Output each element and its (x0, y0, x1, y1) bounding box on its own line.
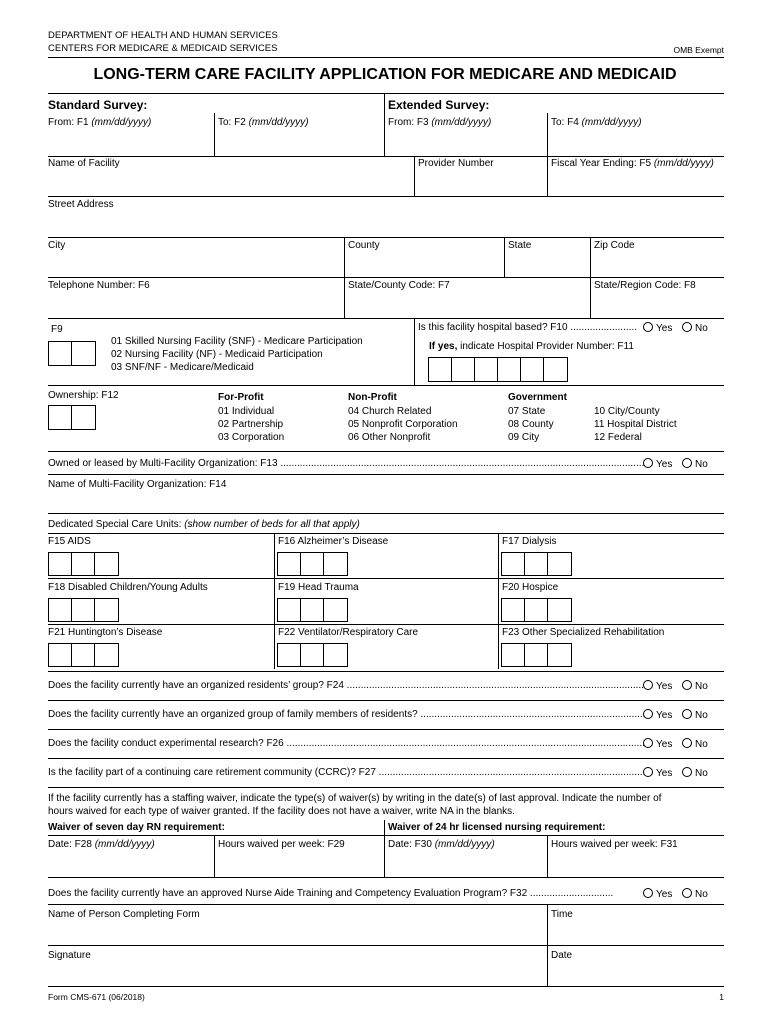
f10-yes-option[interactable] (643, 322, 672, 334)
ownership-option: 10 City/County (594, 406, 660, 417)
radio-icon[interactable] (643, 767, 653, 777)
radio-icon[interactable] (682, 767, 692, 777)
yes-label: Yes (656, 889, 673, 900)
standard-survey-heading: Standard Survey: (48, 98, 148, 112)
yes-label: Yes (656, 768, 673, 779)
f16-input-boxes[interactable] (277, 552, 348, 576)
f1-from-field[interactable] (48, 117, 151, 128)
f27-no-option[interactable] (682, 767, 708, 779)
rule (547, 835, 548, 877)
f11-input-boxes[interactable] (428, 357, 568, 382)
radio-icon[interactable] (682, 888, 692, 898)
f32-no-option[interactable] (682, 888, 708, 900)
f18-label: F18 Disabled Children/Young Adults (48, 582, 208, 593)
no-label: No (695, 459, 708, 470)
licensed-waiver-heading: Waiver of 24 hr licensed nursing requirement: (388, 822, 606, 833)
f31-hours-field[interactable]: Hours waived per week: F31 (551, 839, 678, 850)
no-label: No (695, 768, 708, 779)
department-name: DEPARTMENT OF HEALTH AND HUMAN SERVICES (48, 30, 278, 41)
f10-no-option[interactable] (682, 322, 708, 334)
f26-no-option[interactable] (682, 738, 708, 750)
f22-label: F22 Ventilator/Respiratory Care (278, 627, 419, 638)
f1-label: From: F1 (48, 117, 92, 128)
date-format: (mm/dd/yyyy) (434, 839, 495, 850)
f29-hours-field[interactable]: Hours waived per week: F29 (218, 839, 345, 850)
f2-to-field[interactable] (218, 117, 309, 128)
rule (48, 787, 724, 788)
ownership-option: 09 City (508, 432, 540, 443)
rule (48, 904, 724, 905)
f17-input-boxes[interactable] (501, 552, 572, 576)
rule (48, 196, 724, 197)
no-label: No (695, 739, 708, 750)
zip-code-field[interactable]: Zip Code (594, 240, 635, 251)
f11-text: indicate Hospital Provider Number: F11 (457, 341, 634, 352)
f5-label: Fiscal Year Ending: F5 (551, 158, 654, 169)
rule (274, 533, 275, 669)
rule (384, 820, 385, 877)
f30-label: Date: F30 (388, 839, 435, 850)
f4-to-field[interactable] (551, 117, 642, 128)
yes-label: Yes (656, 459, 673, 470)
date-format: (mm/dd/yyyy) (581, 117, 642, 128)
f17-label: F17 Dialysis (502, 536, 557, 547)
f2-label: To: F2 (218, 117, 249, 128)
f13-no-option[interactable] (682, 458, 708, 470)
no-label: No (695, 889, 708, 900)
signature-field[interactable]: Signature (48, 950, 91, 961)
rule (48, 578, 724, 579)
rule (48, 671, 724, 672)
rule (414, 318, 415, 385)
rule (48, 277, 724, 278)
f25-question: Does the facility currently have an organized group of family members of residents? ..... (48, 709, 645, 720)
rule (48, 877, 724, 878)
ownership-option: 06 Other Nonprofit (348, 432, 431, 443)
ownership-option: 08 County (508, 419, 554, 430)
waiver-intro-line2: hours waived for each type of waiver granted. If the facility does not have a waiver, write NA in the blanks. (48, 806, 515, 817)
rule (214, 835, 215, 877)
f10-question: Is this facility hospital based? F10 ........................ (418, 322, 637, 333)
radio-icon[interactable] (643, 680, 653, 690)
radio-icon[interactable] (682, 738, 692, 748)
f32-yes-option[interactable] (643, 888, 672, 900)
state-region-code-field[interactable]: State/Region Code: F8 (594, 280, 696, 291)
rule (414, 156, 415, 196)
yes-label: Yes (656, 739, 673, 750)
facility-name-field[interactable]: Name of Facility (48, 158, 120, 169)
form-title: LONG-TERM CARE FACILITY APPLICATION FOR MEDICARE AND MEDICAID (93, 66, 677, 83)
f3-from-field[interactable] (388, 117, 491, 128)
rule (214, 113, 215, 156)
city-field[interactable]: City (48, 240, 66, 251)
f26-yes-option[interactable] (643, 738, 672, 750)
f22-input-boxes[interactable] (277, 643, 348, 667)
radio-icon[interactable] (682, 709, 692, 719)
radio-icon[interactable] (643, 738, 653, 748)
ownership-option: 02 Partnership (218, 419, 284, 430)
no-label: No (695, 323, 708, 334)
f18-input-boxes[interactable] (48, 598, 119, 622)
f23-input-boxes[interactable] (501, 643, 572, 667)
f21-label: F21 Huntington’s Disease (48, 627, 163, 638)
radio-icon[interactable] (643, 709, 653, 719)
person-completing-field[interactable]: Name of Person Completing Form (48, 909, 200, 920)
rule (48, 624, 724, 625)
f24-yes-option[interactable] (643, 680, 672, 692)
no-label: No (695, 710, 708, 721)
fiscal-year-field[interactable] (551, 158, 714, 169)
government-heading: Government (508, 392, 567, 403)
rule (547, 113, 548, 156)
radio-icon[interactable] (643, 888, 653, 898)
f13-question: Owned or leased by Multi-Facility Organization: F13 ..... (48, 458, 645, 469)
f20-input-boxes[interactable] (501, 598, 572, 622)
f19-label: F19 Head Trauma (278, 582, 359, 593)
date-format: (mm/dd/yyyy) (91, 117, 152, 128)
rule (48, 93, 724, 94)
state-field[interactable]: State (508, 240, 532, 251)
f16-label: F16 Alzheimer’s Disease (278, 536, 389, 547)
radio-icon[interactable] (643, 458, 653, 468)
rule (48, 700, 724, 701)
f9-input-boxes[interactable] (48, 341, 96, 366)
f11-label (429, 341, 634, 352)
page-number: 1 (719, 992, 724, 1002)
time-field[interactable]: Time (551, 909, 573, 920)
provider-number-field[interactable]: Provider Number (418, 158, 494, 169)
special-care-note: (show number of beds for all that apply) (184, 519, 360, 530)
f26-question: Does the facility conduct experimental research? F26 ..... (48, 738, 645, 749)
f28-label: Date: F28 (48, 839, 95, 850)
date-format: (mm/dd/yyyy) (94, 839, 155, 850)
county-field[interactable]: County (348, 240, 380, 251)
ownership-option: 04 Church Related (348, 406, 432, 417)
f25-yes-option[interactable] (643, 709, 672, 721)
rule (504, 237, 505, 277)
f15-input-boxes[interactable] (48, 552, 119, 576)
f32-question: Does the facility currently have an approved Nurse Aide Training and Competency Evaluation Program? F32 .............................. (48, 888, 614, 899)
ownership-option: 12 Federal (594, 432, 642, 443)
radio-icon[interactable] (643, 322, 653, 332)
f24-no-option[interactable] (682, 680, 708, 692)
f3-label: From: F3 (388, 117, 432, 128)
f23-label: F23 Other Specialized Rehabilitation (502, 627, 665, 638)
rule (384, 93, 385, 156)
f9-option-2: 02 Nursing Facility (NF) - Medicaid Participation (111, 349, 323, 360)
f30-date-field[interactable] (388, 839, 495, 850)
f24-question: Does the facility currently have an organized residents’ group? F24 ..... (48, 680, 645, 691)
f28-date-field[interactable] (48, 839, 155, 850)
yes-label: Yes (656, 710, 673, 721)
f4-label: To: F4 (551, 117, 582, 128)
date-format: (mm/dd/yyyy) (431, 117, 492, 128)
form-id: Form CMS-671 (06/2018) (48, 992, 145, 1002)
rule (48, 156, 724, 157)
f27-question: Is the facility part of a continuing care retirement community (CCRC)? F27 ..... (48, 767, 645, 778)
rule (48, 474, 724, 475)
f9-label: F9 (51, 324, 63, 335)
yes-label: Yes (656, 681, 673, 692)
rn-waiver-heading: Waiver of seven day RN requirement: (48, 822, 225, 833)
rule (48, 729, 724, 730)
f21-input-boxes[interactable] (48, 643, 119, 667)
radio-icon[interactable] (682, 458, 692, 468)
state-county-code-field[interactable]: State/County Code: F7 (348, 280, 450, 291)
ownership-option: 03 Corporation (218, 432, 285, 443)
ownership-option: 01 Individual (218, 406, 275, 417)
omb-status: OMB Exempt (673, 45, 724, 55)
rule (48, 945, 724, 946)
ownership-option: 05 Nonprofit Corporation (348, 419, 458, 430)
yes-label: Yes (656, 323, 673, 334)
for-profit-heading: For-Profit (218, 392, 264, 403)
rule (48, 385, 724, 386)
rule (48, 318, 724, 319)
date-format: (mm/dd/yyyy) (653, 158, 714, 169)
rule (48, 533, 724, 534)
if-yes-text: If yes, (429, 341, 458, 352)
no-label: No (695, 681, 708, 692)
f27-yes-option[interactable] (643, 767, 672, 779)
rule (48, 835, 724, 836)
ownership-option: 07 State (508, 406, 546, 417)
rule (498, 533, 499, 669)
rule (48, 513, 724, 514)
header-divider (48, 57, 724, 58)
f14-multi-facility-name-field[interactable]: Name of Multi-Facility Organization: F14 (48, 479, 227, 490)
special-care-heading-text: Dedicated Special Care Units: (48, 519, 185, 530)
f19-input-boxes[interactable] (277, 598, 348, 622)
f9-option-3: 03 SNF/NF - Medicare/Medicaid (111, 362, 254, 373)
rule (48, 986, 724, 987)
non-profit-heading: Non-Profit (348, 392, 397, 403)
ownership-label: Ownership: F12 (48, 390, 119, 401)
waiver-intro-line1: If the facility currently has a staffing waiver, indicate the type(s) of waiver(s) by writing in the date(s) of last approval. Indicate the number of (48, 793, 662, 804)
radio-icon[interactable] (682, 680, 692, 690)
f9-option-1: 01 Skilled Nursing Facility (SNF) - Medicare Participation (111, 336, 363, 347)
ownership-option: 11 Hospital District (594, 419, 677, 430)
f12-input-boxes[interactable] (48, 405, 96, 430)
f13-yes-option[interactable] (643, 458, 672, 470)
rule (48, 451, 724, 452)
date-field[interactable]: Date (551, 950, 573, 961)
rule (48, 237, 724, 238)
radio-icon[interactable] (682, 322, 692, 332)
f20-label: F20 Hospice (502, 582, 559, 593)
date-format: (mm/dd/yyyy) (248, 117, 309, 128)
telephone-field[interactable]: Telephone Number: F6 (48, 280, 150, 291)
agency-name: CENTERS FOR MEDICARE & MEDICAID SERVICES (48, 43, 278, 54)
extended-survey-heading: Extended Survey: (388, 98, 490, 112)
rule (48, 758, 724, 759)
f15-label: F15 AIDS (48, 536, 91, 547)
street-address-field[interactable]: Street Address (48, 199, 114, 210)
f25-no-option[interactable] (682, 709, 708, 721)
special-care-heading (48, 519, 360, 530)
rule (547, 156, 548, 196)
